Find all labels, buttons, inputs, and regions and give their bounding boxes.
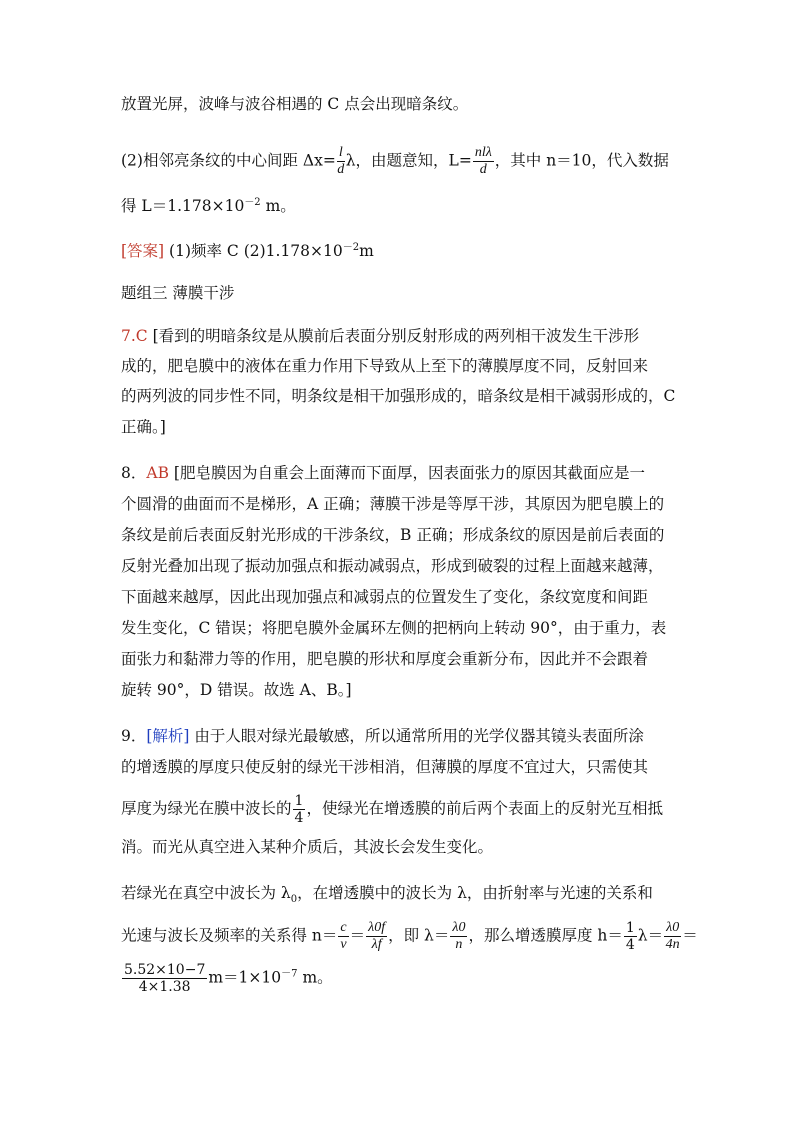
- text-segment: 厚度为绿光在膜中波长的: [121, 799, 292, 818]
- text-segment: 若绿光在真空中波长为 λ: [121, 884, 291, 902]
- text-segment: 由于人眼对绿光最敏感，所以通常所用的光学仪器其镜头表面所涂: [189, 727, 644, 745]
- text-segment: ，即 λ＝: [388, 926, 450, 945]
- q9-line-5: [121, 882, 653, 911]
- numerator: λ0: [666, 920, 680, 935]
- text-segment: λ＝: [637, 926, 664, 945]
- denominator: 4×1.38: [138, 979, 191, 995]
- q8-line-5: 下面越来越厚，因此出现加强点和减弱点的位置发生了变化，条纹宽度和间距: [121, 588, 649, 606]
- text-segment: 得 L＝1.178×10: [121, 197, 245, 216]
- q7-line-3: 的两列波的同步性不同，明条纹是相干加强形成的，暗条纹是相干减弱形成的，C: [121, 387, 676, 405]
- fraction-l0-over-n: [450, 920, 467, 953]
- text-segment: ，其中 n＝10，代入数据: [494, 151, 669, 170]
- q7-answer: 7.C: [121, 327, 148, 345]
- text-segment: m。: [297, 968, 333, 987]
- fraction-l-over-d: [337, 145, 345, 178]
- fraction-nl-over-d: [473, 145, 494, 178]
- q8-line-4: 反射光叠加出现了振动加强点和振动减弱点，形成到破裂的过程上面越来越薄，: [121, 557, 664, 575]
- text-segment: (1)频率 C (2)1.178×10: [164, 242, 343, 261]
- denominator: λf: [371, 937, 382, 952]
- denominator: 4: [625, 937, 635, 953]
- q8-line-1: [121, 462, 645, 484]
- q8-line-7: 面张力和黏滞力等的作用，肥皂膜的形状和厚度会重新分布，因此并不会跟着: [121, 650, 649, 668]
- numerator: λ0f: [368, 920, 386, 935]
- denominator: v: [340, 937, 347, 952]
- fraction-one-quarter: [293, 793, 306, 826]
- q9-line-4: 消。而光从真空进入某种介质后，其波长会发生变化。: [121, 838, 494, 856]
- q9-line-3: [121, 793, 663, 826]
- numerator: λ0: [452, 920, 466, 935]
- numerator: c: [340, 920, 347, 935]
- q9-number: 9．: [121, 727, 147, 745]
- text-segment: m。: [260, 197, 296, 216]
- denominator: 4n: [665, 937, 680, 952]
- denominator: 4: [294, 810, 304, 826]
- exponent: －7: [281, 968, 298, 980]
- text-line-1: 放置光屏，波峰与波谷相遇的 C 点会出现暗条纹。: [121, 95, 469, 113]
- q8-answer: AB: [146, 464, 169, 482]
- analysis-label: [解析]: [146, 727, 190, 745]
- q8-number: 8．: [121, 464, 147, 482]
- q8-line-8: 旋转 90°，D 错误。故选 A、B。]: [121, 681, 352, 699]
- text-segment: (2)相邻亮条纹的中心间距 Δx=: [121, 151, 336, 170]
- subscript: 0: [290, 894, 298, 906]
- numerator: 5.52×10−7: [124, 962, 206, 978]
- q7-line-4: 正确。]: [121, 418, 166, 436]
- text-segment: ＝: [682, 926, 698, 945]
- text-segment: [看到的明暗条纹是从膜前后表面分别反射形成的两列相干波发生干涉形: [147, 327, 640, 345]
- denominator: d: [337, 162, 345, 177]
- numerator: nlλ: [474, 145, 492, 160]
- exponent: －2: [342, 242, 360, 253]
- fraction-c-over-v: [338, 920, 348, 953]
- text-line-2: [121, 145, 669, 178]
- q7-line-2: 成的，肥皂膜中的液体在重力作用下导致从上至下的薄膜厚度不同，反射回来: [121, 357, 649, 375]
- text-segment: λ，由题意知，L=: [345, 151, 472, 170]
- denominator: d: [479, 162, 487, 177]
- fraction-result: [122, 962, 207, 995]
- q9-line-1: [121, 725, 644, 747]
- fraction-one-quarter-2: [624, 920, 637, 953]
- numerator: l: [338, 145, 343, 160]
- fraction-l0f-over-lf: [366, 920, 387, 953]
- text-segment: ，在增透膜中的波长为 λ，由折射率与光速的关系和: [297, 884, 653, 902]
- text-segment: m: [359, 242, 374, 261]
- denominator: n: [455, 937, 463, 952]
- text-segment: 光速与波长及频率的关系得 n＝: [121, 926, 338, 945]
- q9-line-7: [121, 962, 333, 995]
- text-segment: ＝: [349, 926, 366, 945]
- exponent: －2: [244, 197, 261, 208]
- text-segment: [肥皂膜因为自重会上面薄而下面厚，因表面张力的原因其截面应是一: [168, 464, 645, 482]
- q8-line-3: 条纹是前后表面反射光形成的干涉条纹，B 正确；形成条纹的原因是前后表面的: [121, 526, 665, 544]
- fraction-l0-over-4n: [664, 920, 681, 953]
- numerator: 1: [294, 793, 304, 809]
- q7-line-1: [121, 325, 639, 347]
- answer-line: [121, 237, 374, 262]
- text-line-3: [121, 192, 296, 217]
- text-segment: ，那么增透膜厚度 h＝: [468, 926, 623, 945]
- answer-label: [答案]: [121, 242, 165, 261]
- text-segment: m＝1×10: [208, 968, 282, 987]
- section-heading: 题组三 薄膜干涉: [121, 284, 235, 302]
- q9-line-2: 的增透膜的厚度只使反射的绿光干涉相消，但薄膜的厚度不宜过大，只需使其: [121, 758, 649, 776]
- q9-line-6: [121, 920, 698, 953]
- numerator: 1: [625, 920, 635, 936]
- text-segment: ，使绿光在增透膜的前后两个表面上的反射光互相抵: [306, 799, 663, 818]
- q8-line-2: 个圆滑的曲面而不是梯形，A 正确；薄膜干涉是等厚干涉，其原因为肥皂膜上的: [121, 495, 665, 513]
- q8-line-6: 发生变化，C 错误；将肥皂膜外金属环左侧的把柄向上转动 90°，由于重力，表: [121, 619, 667, 637]
